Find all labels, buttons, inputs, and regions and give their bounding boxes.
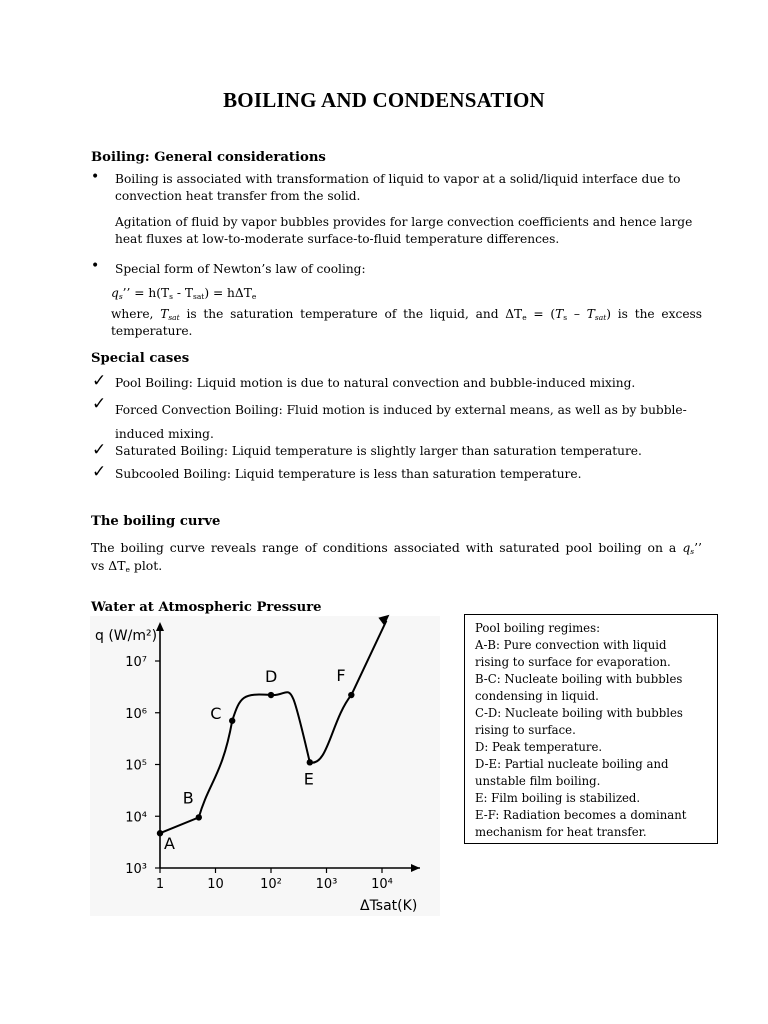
y-tick-label: 10⁷ bbox=[125, 655, 147, 670]
pool-boiling-regimes-box bbox=[464, 614, 718, 844]
check-3-icon: ✓ bbox=[92, 440, 107, 460]
legend-line: rising to surface. bbox=[475, 723, 576, 737]
x-tick-label: 10⁴ bbox=[371, 877, 393, 892]
x-axis-title: ΔTsat(K) bbox=[360, 898, 418, 914]
check-4-icon: ✓ bbox=[92, 462, 107, 482]
where-text: where, $T_{sat}$ is the saturation temperature of the liquid, and $\Delta T_e = (T_s - T_{sat})$ is the excess bbox=[111, 307, 703, 322]
bullet-3-text: Special form of Newton’s law of cooling: bbox=[115, 262, 366, 276]
legend-line: D-E: Partial nucleate boiling and bbox=[475, 757, 669, 771]
point-label-f: F bbox=[336, 666, 346, 686]
point-c bbox=[229, 718, 235, 724]
check-1-icon: ✓ bbox=[92, 371, 107, 391]
special-heading: Special cases bbox=[91, 351, 190, 366]
page-title: BOILING AND CONDENSATION bbox=[223, 88, 545, 112]
point-f bbox=[348, 692, 354, 698]
point-b bbox=[196, 814, 202, 820]
y-tick-label: 10⁶ bbox=[125, 706, 147, 722]
y-axis-title: q (W/m²) bbox=[95, 628, 158, 644]
point-e bbox=[307, 759, 313, 765]
legend-line: condensing in liquid. bbox=[475, 689, 599, 703]
bullet-1-symbol: • bbox=[91, 169, 100, 185]
legend-line: A-B: Pure convection with liquid bbox=[475, 638, 667, 652]
legend-line: rising to surface for evaporation. bbox=[475, 655, 671, 669]
legend-line: D: Peak temperature. bbox=[475, 740, 603, 754]
point-label-e: E bbox=[303, 769, 314, 789]
newton-formula: $q_s$’’ = $h(T_s - T_{sat}) = h\Delta T_e$ bbox=[111, 286, 257, 301]
point-label-c: C bbox=[210, 703, 222, 723]
x-tick-label: 10² bbox=[260, 877, 282, 892]
bullet-1-text: Boiling is associated with transformation of liquid to vapor at a solid/liquid interface due to convection heat transfer from the solid. bbox=[115, 172, 681, 203]
special-item-1: Pool Boiling: Liquid motion is due to natural convection and bubble-induced mixing. bbox=[115, 376, 636, 390]
special-item-4: Subcooled Boiling: Liquid temperature is less than saturation temperature. bbox=[115, 467, 582, 481]
legend-line: mechanism for heat transfer. bbox=[475, 825, 647, 839]
boiling-curve-text: The boiling curve reveals range of conditions associated with saturated pool boiling on a $q_s$’’ bbox=[91, 540, 702, 556]
special-item-2: Forced Convection Boiling: Fluid motion is induced by external means, as well as by bubble- induced mixing. bbox=[115, 403, 687, 441]
x-tick-label: 10 bbox=[207, 877, 224, 892]
x-tick-label: 1 bbox=[155, 877, 165, 892]
point-d bbox=[268, 692, 274, 698]
legend-line: B-C: Nucleate boiling with bubbles bbox=[475, 672, 683, 686]
point-label-d: D bbox=[265, 667, 278, 687]
check-2-icon: ✓ bbox=[92, 394, 107, 414]
x-tick-label: 10³ bbox=[315, 877, 338, 892]
boiling-curve-heading: The boiling curve bbox=[91, 514, 221, 529]
y-tick-label: 10⁴ bbox=[125, 810, 147, 826]
bullet-3-symbol: • bbox=[91, 258, 100, 274]
legend-line: E-F: Radiation becomes a dominant bbox=[475, 808, 687, 822]
bullet-2-text: Agitation of fluid by vapor bubbles provides for large convection coefficients and hence large heat fluxes at low-to-moderate surface-to-fluid temperature differences. bbox=[115, 215, 693, 246]
point-a bbox=[157, 830, 163, 836]
chart-heading: Water at Atmospheric Pressure bbox=[91, 600, 322, 615]
special-item-3: Saturated Boiling: Liquid temperature is slightly larger than saturation temperature. bbox=[115, 444, 642, 458]
legend-line: C-D: Nucleate boiling with bubbles bbox=[475, 706, 683, 720]
point-label-a: A bbox=[164, 834, 175, 854]
general-heading: Boiling: General considerations bbox=[91, 150, 326, 165]
y-tick-label: 10³ bbox=[125, 862, 147, 877]
where-text-line2: temperature. bbox=[111, 324, 193, 338]
legend-line: Pool boiling regimes: bbox=[475, 621, 601, 635]
boiling-curve-text-line2: vs $\Delta T_e$ plot. bbox=[91, 558, 163, 574]
y-tick-label: 10⁵ bbox=[125, 758, 147, 774]
legend-line: unstable film boiling. bbox=[475, 774, 601, 788]
point-label-b: B bbox=[182, 788, 194, 808]
legend-line: E: Film boiling is stabilized. bbox=[475, 791, 641, 805]
